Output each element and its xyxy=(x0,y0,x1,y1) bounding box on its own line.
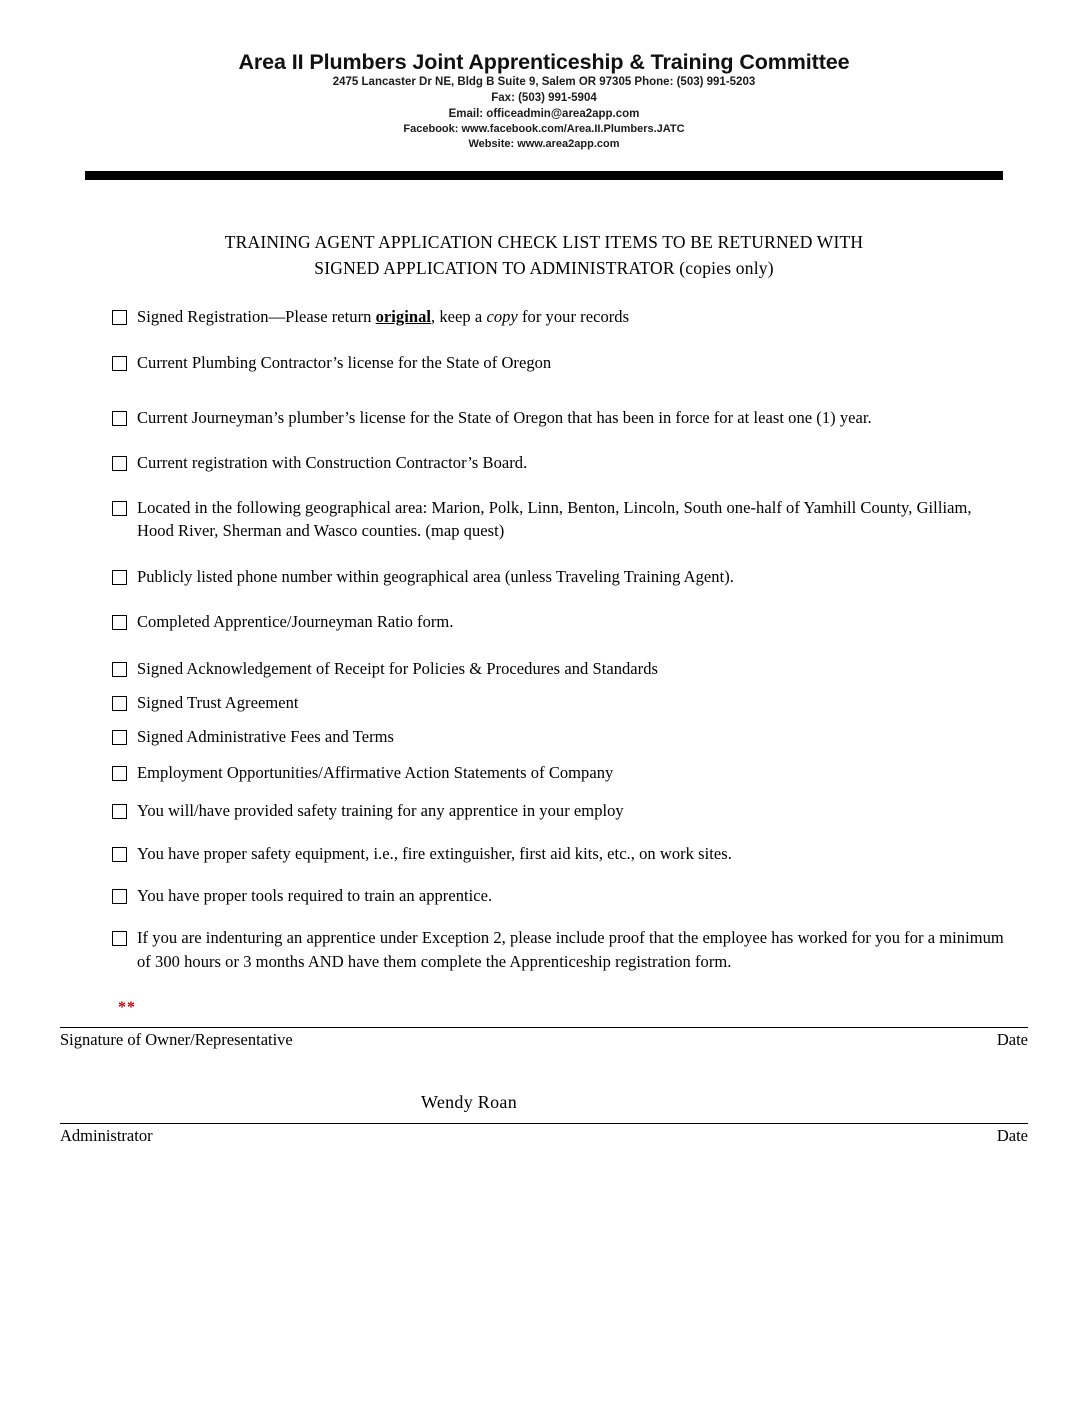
checklist-item-employment-opportunities[interactable] xyxy=(112,761,1008,784)
checkbox-icon[interactable] xyxy=(112,730,127,745)
checkbox-icon[interactable] xyxy=(112,931,127,946)
checkbox-icon[interactable] xyxy=(112,889,127,904)
organization-facebook: Facebook: www.facebook.com/Area.II.Plumbers.JATC xyxy=(403,123,685,136)
checkbox-icon[interactable] xyxy=(112,501,127,516)
checklist-item-label: Employment Opportunities/Affirmative Action Statements of Company xyxy=(137,762,614,782)
administrator-signature-row xyxy=(60,1124,1028,1146)
checklist-item-signed-registration[interactable] xyxy=(112,305,1008,328)
page-content xyxy=(60,22,1028,1386)
letterhead xyxy=(60,50,1028,152)
checklist-item-journeyman-license[interactable] xyxy=(112,406,1008,429)
checklist-item-label: Current Plumbing Contractor’s license for the State of Oregon xyxy=(137,352,552,372)
organization-website: Website: www.area2app.com xyxy=(468,138,620,151)
checklist-item-admin-fees-terms[interactable] xyxy=(112,725,1008,748)
checkbox-icon[interactable] xyxy=(112,847,127,862)
checkbox-icon[interactable] xyxy=(112,696,127,711)
checklist-item-label: You have proper safety equipment, i.e., fire extinguisher, first aid kits, etc., on work sites. xyxy=(137,843,732,863)
checkbox-icon[interactable] xyxy=(112,662,127,677)
checklist-item-label: Current registration with Construction Contractor’s Board. xyxy=(137,453,528,473)
checklist-item-label: If you are indenturing an apprentice under Exception 2, please include proof that the employee has worked for you for a minimum of 300 hours or 3 months AND have them complete the Apprenticeship registration form. xyxy=(137,928,1004,971)
organization-name: Area II Plumbers Joint Apprenticeship & Training Committee xyxy=(238,50,850,74)
checklist-item-label: Publicly listed phone number within geographical area (unless Traveling Training Agent). xyxy=(137,566,734,586)
administrator-date-label: Date xyxy=(996,1126,1028,1146)
administrator-label: Administrator xyxy=(60,1126,153,1146)
checkbox-icon[interactable] xyxy=(112,356,127,371)
checklist-item-safety-training[interactable] xyxy=(112,799,1008,822)
checkbox-icon[interactable] xyxy=(112,804,127,819)
checklist-item-ccb-registration[interactable] xyxy=(112,451,1008,474)
organization-fax: Fax: (503) 991-5904 xyxy=(491,91,597,104)
organization-email: Email: officeadmin@area2app.com xyxy=(448,107,640,120)
administrator-signature-name: Wendy Roan xyxy=(420,1092,518,1113)
checklist-item-exception-2-proof[interactable] xyxy=(112,926,1008,973)
checklist-item-label: Signed Registration—Please return original, keep a copy for your records xyxy=(137,307,630,327)
checklist-item-label: Signed Administrative Fees and Terms xyxy=(137,727,394,747)
checklist-item-proper-tools[interactable] xyxy=(112,884,1008,907)
required-asterisks: ** xyxy=(118,999,136,1017)
checklist-item-policies-procedures-ack[interactable] xyxy=(112,657,1008,680)
header-divider xyxy=(85,171,1003,180)
document-title xyxy=(115,230,973,281)
checkbox-icon[interactable] xyxy=(112,411,127,426)
checklist-item-plumbing-contractor-license[interactable] xyxy=(112,351,1008,374)
checklist-item-ratio-form[interactable] xyxy=(112,610,1008,633)
document-title-line-1: TRAINING AGENT APPLICATION CHECK LIST ITEMS TO BE RETURNED WITH xyxy=(224,232,864,253)
organization-address: 2475 Lancaster Dr NE, Bldg B Suite 9, Salem OR 97305 Phone: (503) 991-5203 xyxy=(332,76,756,88)
checkbox-icon[interactable] xyxy=(112,570,127,585)
checklist xyxy=(60,305,1028,973)
checklist-item-label: Current Journeyman’s plumber’s license for the State of Oregon that has been in force for at least one (1) year. xyxy=(137,407,872,427)
checklist-item-label: You have proper tools required to train an apprentice. xyxy=(137,886,493,906)
document-title-line-2: SIGNED APPLICATION TO ADMINISTRATOR (copies only) xyxy=(314,257,774,278)
owner-signature-label: Signature of Owner/Representative xyxy=(60,1030,293,1050)
checklist-item-trust-agreement[interactable] xyxy=(112,691,1008,714)
checkbox-icon[interactable] xyxy=(112,766,127,781)
checklist-item-label: Completed Apprentice/Journeyman Ratio form. xyxy=(137,612,454,632)
checklist-item-label: Signed Trust Agreement xyxy=(137,692,299,712)
owner-date-label: Date xyxy=(996,1030,1028,1050)
checklist-item-label: You will/have provided safety training for any apprentice in your employ xyxy=(137,801,624,821)
checkbox-icon[interactable] xyxy=(112,615,127,630)
checklist-item-public-phone-number[interactable] xyxy=(112,565,1008,588)
checklist-item-label: Signed Acknowledgement of Receipt for Policies & Procedures and Standards xyxy=(137,658,658,678)
owner-signature-row xyxy=(60,1028,1028,1050)
checkbox-icon[interactable] xyxy=(112,310,127,325)
checklist-item-geographical-area[interactable] xyxy=(112,496,1008,543)
checklist-item-label: Located in the following geographical area: Marion, Polk, Linn, Benton, Lincoln, South one-half of Yamhill County, Gilliam, Hood River, Sherman and Wasco counties. (map quest) xyxy=(137,497,972,541)
checklist-item-safety-equipment[interactable] xyxy=(112,842,1008,865)
checkbox-icon[interactable] xyxy=(112,456,127,471)
